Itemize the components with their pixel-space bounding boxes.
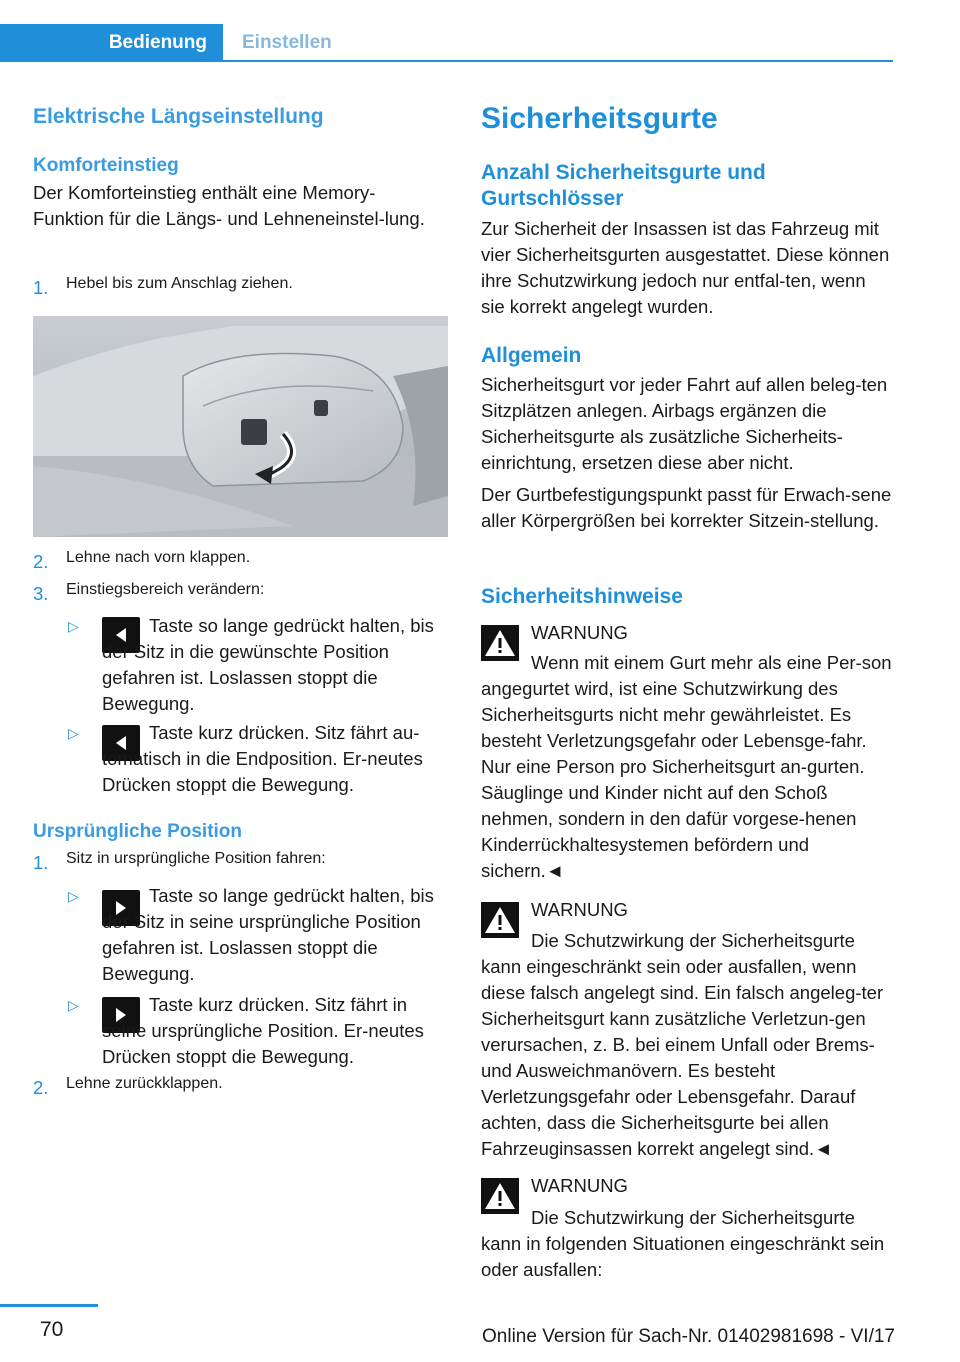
step-number: 2. <box>33 551 49 572</box>
warning-label: WARNUNG <box>531 899 628 920</box>
page-title: Sicherheitsgurte <box>481 102 718 135</box>
warning-text-1: Wenn mit einem Gurt mehr als eine Per-son angegurtet wird, ist eine Schutzwirkung des Sicherheitsgurts nicht mehr gewährleistet. Es besteht Verletzungsgefahr oder Lebensge-fahr. Nur eine Person pro Sicherheitsgurt an-gurten. Säuglinge und Kinder nicht auf den Schoß nehmen, sondern in den dafür vorgese-henen Kinderrückhaltesystemen befördern und sichern.◄ <box>481 652 892 881</box>
text-anzahl: Zur Sicherheit der Insassen ist das Fahrzeug mit vier Sicherheitsgurten ausgestattet. Diese können ihre Schutzwirkung jedoch nur entfal-ten, wenn sie korrekt angelegt wurden. <box>481 218 890 317</box>
subheading-urspruengliche-position: Ursprüngliche Position <box>33 821 243 842</box>
step-1 <box>33 275 448 301</box>
heading-sicherheitshinweise: Sicherheitshinweise <box>481 585 683 608</box>
bullet-text: Taste kurz drücken. Sitz fährt au-tomatisch in die Endposition. Er-neutes Drücken stoppt die Bewegung. <box>102 722 423 795</box>
bullet-marker: ▷ <box>68 888 79 904</box>
chapter-tabs <box>0 0 960 62</box>
text-allgemein-2: Der Gurtbefestigungspunkt passt für Erwach-sene aller Körpergrößen bei korrekter Sitzein-stellung. <box>481 484 892 531</box>
step-number: 2. <box>33 1077 49 1098</box>
step-text: Einstiegsbereich verändern: <box>66 581 265 598</box>
warning-label: WARNUNG <box>531 1175 628 1196</box>
bullet-text: Taste kurz drücken. Sitz fährt in seine ursprüngliche Position. Er-neutes Drücken stoppt die Bewegung. <box>102 994 424 1067</box>
page-number: 70 <box>40 1318 64 1341</box>
footer-rule <box>0 1304 98 1307</box>
bullet-marker: ▷ <box>68 997 79 1013</box>
step-text: Hebel bis zum Anschlag ziehen. <box>66 275 293 292</box>
step-1-original <box>33 850 448 876</box>
step-text: Lehne zurückklappen. <box>66 1075 223 1092</box>
warning-text-3: Die Schutzwirkung der Sicherheitsgurte kann in folgenden Situationen eingeschränkt sein oder ausfallen: <box>481 1207 885 1280</box>
online-version-note: Online Version für Sach-Nr. 01402981698 - VI/17 <box>482 1326 895 1347</box>
subheading-komforteinstieg: Komforteinstieg <box>33 155 179 176</box>
tab-bedienung[interactable]: Bedienung <box>0 24 223 62</box>
step-text: Sitz in ursprüngliche Position fahren: <box>66 850 326 867</box>
heading-allgemein: Allgemein <box>481 344 582 367</box>
tab-underline <box>0 60 893 62</box>
step-2 <box>33 549 448 575</box>
text-allgemein-1: Sicherheitsgurt vor jeder Fahrt auf allen beleg-ten Sitzplätzen anlegen. Airbags ergänzen die Sicherheitsgurte als zusätzliche Sicherheits-einrichtung, ersetzen diese aber nicht. <box>481 374 888 473</box>
step-2-original <box>33 1075 448 1101</box>
bullet-text: Taste so lange gedrückt halten, bis der Sitz in seine ursprüngliche Position gefahren ist. Loslassen stoppt die Bewegung. <box>102 885 434 984</box>
step-number: 1. <box>33 852 49 873</box>
bullet-marker: ▷ <box>68 618 79 634</box>
section-heading: Elektrische Längseinstellung <box>33 105 324 128</box>
tab-einstellen[interactable]: Einstellen <box>242 32 332 53</box>
warning-label: WARNUNG <box>531 622 628 643</box>
bullet-marker: ▷ <box>68 725 79 741</box>
intro-text: Der Komforteinstieg enthält eine Memory-Funktion für die Längs- und Lehneneinstel-lung. <box>33 182 425 229</box>
step-text: Lehne nach vorn klappen. <box>66 549 251 566</box>
step-3 <box>33 581 448 607</box>
heading-anzahl: Anzahl Sicherheitsgurte und Gurtschlösser <box>481 161 766 210</box>
step-number: 3. <box>33 583 49 604</box>
warning-text-2: Die Schutzwirkung der Sicherheitsgurte kann eingeschränkt sein oder ausfallen, wenn diese falsch angelegt sind. Ein falsch angeleg-ter Sicherheitsgurt kann zusätzliche Verletzun-gen verursachen, z. B. bei einem Unfall oder Brems- und Ausweichmanövern. Es besteht Verletzungsgefahr oder Lebensgefahr. Darauf achten, dass die Sicherheitsgurte bei allen Fahrzeuginsassen korrekt angelegt sind.◄ <box>481 930 884 1159</box>
step-number: 1. <box>33 277 49 298</box>
seat-lever-illustration <box>33 316 448 537</box>
bullet-text: Taste so lange gedrückt halten, bis der Sitz in die gewünschte Position gefahren ist. Loslassen stoppt die Bewegung. <box>102 615 434 714</box>
